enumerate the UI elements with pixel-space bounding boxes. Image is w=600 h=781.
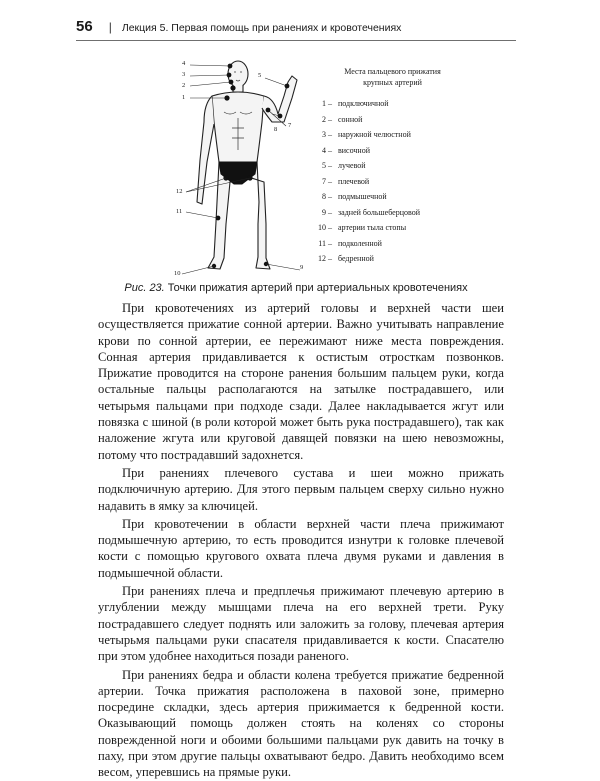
legend-label: подмышечной xyxy=(338,192,387,201)
callout-5: 5 xyxy=(258,72,262,79)
legend-item xyxy=(310,220,475,236)
legend-number: 3 – xyxy=(322,130,332,139)
legend-title-line-1: Места пальцевого прижатия xyxy=(344,67,441,76)
legend-number: 9 – xyxy=(322,207,332,217)
caption-label: Рис. 23. xyxy=(124,282,165,294)
callout-10: 10 xyxy=(174,270,181,277)
legend-number: 11 – xyxy=(318,238,332,248)
body-text xyxy=(98,300,504,781)
legend-label: плечевой xyxy=(338,176,370,186)
legend-list xyxy=(310,96,475,267)
callout-11: 11 xyxy=(176,208,183,215)
figure-caption xyxy=(76,282,516,294)
legend-item xyxy=(310,112,475,128)
legend-title xyxy=(310,66,475,88)
figure-legend xyxy=(310,66,475,267)
legend-label: артерии тыла стопы xyxy=(338,223,407,232)
legend-label: височной xyxy=(338,145,370,155)
running-title: Лекция 5. Первая помощь при ранениях и кровотечениях xyxy=(121,22,402,34)
callout-9: 9 xyxy=(300,264,304,271)
legend-item xyxy=(310,127,475,143)
legend-number: 7 – xyxy=(322,176,332,186)
legend-number: 10 – xyxy=(318,223,332,232)
legend-label: сонной xyxy=(338,114,363,124)
callout-4: 4 xyxy=(182,60,186,67)
legend-number: 12 – xyxy=(318,254,332,263)
running-header xyxy=(76,18,516,41)
legend-item xyxy=(310,189,475,205)
legend-item xyxy=(310,158,475,174)
callout-8: 8 xyxy=(274,126,278,133)
paragraph: При ранениях бедра и области колена требуется прижатие бедренной артерии. Точка прижатия расположена в паховой зоне, примерно посредине складки, здесь артерия прижимается к бедренной кости. Оказывающий помощь должен стоять на коленях со стороны поврежденной ноги и обоими большими пальцами рук давить на точку в паху, при этом другие пальцы охватывают бедро. Давить необходимо всем весом, уперевшись на прямые руки. xyxy=(98,667,504,780)
legend-item xyxy=(310,251,475,267)
paragraph: При кровотечении в области верхней части плеча прижимают подмышечную артерию, то есть проводится изнутри к головке плечевой кости с помощью кругового охвата плеча двумя руками и давления в подмышечной области. xyxy=(98,516,504,580)
legend-item xyxy=(310,143,475,159)
callout-1: 1 xyxy=(182,94,186,101)
callout-12: 12 xyxy=(176,188,183,195)
legend-item xyxy=(310,174,475,190)
legend-item xyxy=(310,96,475,112)
callout-7: 7 xyxy=(288,122,292,129)
paragraph: При ранениях плечевого сустава и шеи можно прижать подключичную артерию. Для этого первым пальцем сверху сильно нужно надавить в ямку за ключицей. xyxy=(98,465,504,513)
header-separator: | xyxy=(108,20,112,34)
callout-2: 2 xyxy=(182,82,186,89)
legend-title-line-2: крупных артерий xyxy=(363,78,422,87)
legend-item xyxy=(310,236,475,252)
legend-number: 5 – xyxy=(322,161,332,170)
legend-label: лучевой xyxy=(338,161,366,170)
legend-label: подколенной xyxy=(338,238,382,248)
caption-text: Точки прижатия артерий при артериальных кровотечениях xyxy=(167,282,468,294)
paragraph: При кровотечениях из артерий головы и верхней части шеи осуществляется прижатие сонной артерии. Важно учитывать направление крови по сонной артерии, ее пережимают ниже места повреждения. Сонная артерия придавливается к остистым отросткам позвонков. Прижатие проводится на стороне ранения большим пальцем руки, когда остальные пальцы располагаются на затылке пострадавшего, или четырьмя пальцами при подходе сзади. Далее накладывается жгут или повязка с шиной (в роли которой может быть рука пострадавшего), так как наложение жгута или круговой давящей повязки на шею невозможны, потому что пострадавший задохнется. xyxy=(98,301,504,462)
legend-number: 1 – xyxy=(322,99,332,108)
page-number: 56 xyxy=(76,18,93,35)
legend-item xyxy=(310,205,475,221)
legend-number: 2 – xyxy=(322,114,332,124)
callout-3: 3 xyxy=(182,71,186,78)
legend-number: 8 – xyxy=(322,192,332,201)
legend-label: бедренной xyxy=(338,254,374,263)
legend-number: 4 – xyxy=(322,145,332,155)
legend-label: подключичной xyxy=(338,99,389,108)
legend-label: наружной челюстной xyxy=(338,130,411,139)
legend-label: задней большеберцовой xyxy=(338,207,421,217)
paragraph: При ранениях плеча и предплечья прижимают плечевую артерию в углублении между мышцами плеча на его верхней трети. Руку пострадавшего следует поднять или заложить за голову, плечевая артерия четырьмя пальцами руки спасателя придавливается к кости. Спасателю при этом удобнее находиться позади раненого. xyxy=(98,584,504,664)
